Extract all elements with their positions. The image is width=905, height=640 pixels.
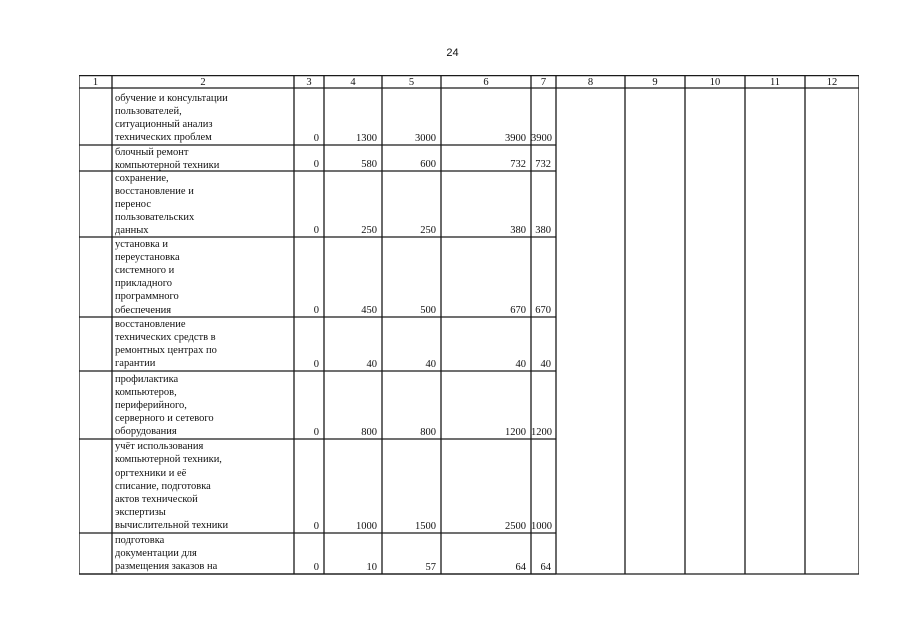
row-value: 3000: [415, 133, 436, 144]
column-header: 5: [408, 77, 415, 88]
row-value: 670: [535, 305, 551, 316]
row-value: 800: [420, 427, 436, 438]
row-value: 40: [540, 359, 551, 370]
row-value: 1500: [415, 521, 436, 532]
row-value: 10: [366, 562, 377, 573]
row-value: 0: [313, 427, 319, 438]
row-value: 0: [313, 562, 319, 573]
column-header: 3: [306, 77, 312, 88]
row-value: 2500: [505, 521, 526, 532]
row-value: 380: [535, 225, 551, 236]
row-value: 0: [313, 305, 319, 316]
column-header: 12: [826, 77, 838, 88]
row-value: 600: [420, 159, 436, 170]
row-value: 40: [425, 359, 436, 370]
column-header: 9: [652, 77, 658, 88]
row-value: 500: [420, 305, 436, 316]
row-value: 1200: [531, 427, 552, 438]
row-value: 3900: [505, 133, 526, 144]
row-value: 0: [313, 225, 319, 236]
row-value: 670: [510, 305, 526, 316]
row-value: 380: [510, 225, 526, 236]
row-value: 40: [515, 359, 526, 370]
row-value: 0: [313, 521, 319, 532]
row-value: 57: [425, 562, 436, 573]
column-header: 1: [92, 77, 99, 88]
row-description: блочный ремонт компьютерной техники: [115, 146, 220, 171]
row-value: 3900: [531, 133, 552, 144]
row-value: 732: [510, 159, 526, 170]
row-description: установка и переустановка системного и прикладного программного обеспечения: [115, 238, 180, 316]
row-value: 40: [366, 359, 377, 370]
column-header: 10: [709, 77, 721, 88]
row-value: 0: [313, 133, 319, 144]
row-description: сохранение, восстановление и перенос пользовательских данных: [115, 172, 195, 237]
row-description: учёт использования компьютерной техники, оргтехники и её списание, подготовка актов технической экспертизы вычислительной техники: [115, 441, 229, 532]
row-value: 1000: [531, 521, 552, 532]
row-value: 450: [361, 305, 377, 316]
row-description: обучение и консультации пользователей, ситуационный анализ технических проблем: [115, 92, 228, 144]
row-description: восстановление технических средств в ремонтных центрах по гарантии: [115, 318, 217, 370]
column-header: 2: [200, 77, 206, 88]
page-number: 24: [446, 47, 459, 59]
row-value: 732: [535, 159, 551, 170]
row-value: 580: [361, 159, 377, 170]
row-value: 0: [313, 159, 319, 170]
column-header: 8: [587, 77, 594, 88]
row-value: 1000: [356, 521, 377, 532]
row-description: профилактика компьютеров, периферийного, серверного и сетевого оборудования: [115, 373, 214, 438]
column-header: 6: [483, 77, 489, 88]
column-header: 7: [540, 77, 547, 88]
row-value: 1200: [505, 427, 526, 438]
column-header: 11: [769, 77, 781, 88]
row-value: 250: [420, 225, 436, 236]
row-value: 64: [515, 562, 526, 573]
row-value: 250: [361, 225, 377, 236]
data-table: [79, 75, 859, 575]
row-value: 800: [361, 427, 377, 438]
row-value: 64: [540, 562, 551, 573]
column-header: 4: [350, 77, 356, 88]
row-value: 0: [313, 359, 319, 370]
row-description: подготовка документации для размещения заказов на: [115, 534, 218, 573]
row-value: 1300: [356, 133, 377, 144]
